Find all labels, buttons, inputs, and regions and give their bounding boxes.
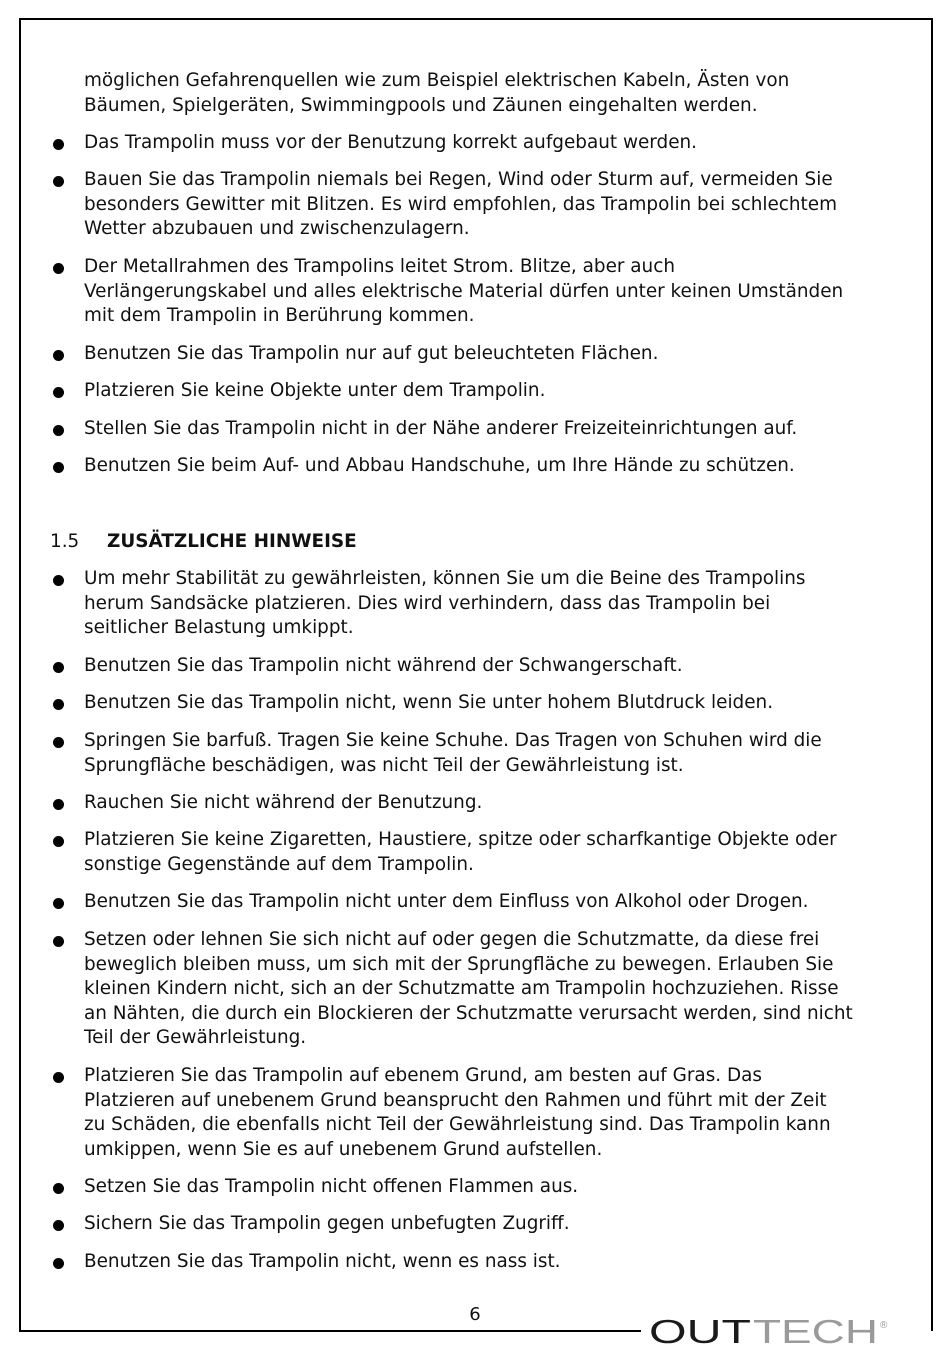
intro-paragraph <box>84 69 906 118</box>
list-item <box>84 791 906 816</box>
bullet-dot <box>53 898 64 909</box>
text-line: Teil der Gewährleistung. <box>84 1027 307 1049</box>
bullet-dot <box>53 387 64 398</box>
text-line: Benutzen Sie das Trampolin nicht, wenn es nass ist. <box>84 1251 561 1272</box>
registered-mark: ® <box>880 1320 888 1331</box>
text-line: Um mehr Stabilität zu gewährleisten, können Sie um die Beine des Trampolins <box>84 568 806 589</box>
text-line: Setzen oder lehnen Sie sich nicht auf oder gegen die Schutzmatte, da diese frei <box>84 929 820 950</box>
text-line: Stellen Sie das Trampolin nicht in der Nähe anderer Freizeiteinrichtungen auf. <box>84 418 798 439</box>
list-item <box>84 1250 906 1275</box>
bullet-dot <box>53 575 64 586</box>
text-line: Platzieren auf unebenem Grund beansprucht den Rahmen und führt mit der Zeit <box>84 1089 827 1111</box>
list-item <box>84 342 906 367</box>
list-item <box>84 729 906 778</box>
bullet-dot <box>53 662 64 673</box>
text-line: Der Metallrahmen des Trampolins leitet Strom. Blitze, aber auch <box>84 256 675 277</box>
list-item <box>84 255 906 329</box>
bullet-dot <box>53 737 64 748</box>
text-line: Das Trampolin muss vor der Benutzung korrekt aufgebaut werden. <box>84 132 698 153</box>
text-line: Platzieren Sie das Trampolin auf ebenem Grund, am besten auf Gras. Das <box>84 1065 762 1086</box>
text-line: seitlicher Belastung umkippt. <box>84 617 354 639</box>
bullet-dot <box>53 1072 64 1083</box>
text-line: Sichern Sie das Trampolin gegen unbefugten Zugriff. <box>84 1213 570 1234</box>
list-item <box>84 828 906 877</box>
list-item <box>84 379 906 404</box>
text-line: mit dem Trampolin in Berührung kommen. <box>84 305 475 327</box>
text-line: Bauen Sie das Trampolin niemals bei Regen, Wind oder Sturm auf, vermeiden Sie <box>84 169 833 190</box>
text-line: möglichen Gefahrenquellen wie zum Beispiel elektrischen Kabeln, Ästen von <box>84 70 790 91</box>
bullet-dot <box>53 936 64 947</box>
logo-tech-text: TECH <box>753 1314 878 1346</box>
bullet-dot <box>53 462 64 473</box>
bullet-dot <box>53 176 64 187</box>
bullet-dot <box>53 1183 64 1194</box>
bullet-dot <box>53 139 64 150</box>
list-item <box>84 1064 906 1162</box>
list-item <box>84 454 906 479</box>
bullet-dot <box>53 350 64 361</box>
text-line: Rauchen Sie nicht während der Benutzung. <box>84 792 483 813</box>
bullet-dot <box>53 1258 64 1269</box>
list-item <box>84 417 906 442</box>
text-line: beweglich bleiben muss, um sich mit der Sprungfläche zu bewegen. Erlauben Sie <box>84 953 834 975</box>
frame-bottom-rule <box>19 1330 641 1332</box>
text-line: Setzen Sie das Trampolin nicht offenen Flammen aus. <box>84 1176 579 1197</box>
list-item <box>84 928 906 1051</box>
text-line: zu Schäden, die ebenfalls nicht Teil der Gewährleistung sind. Das Trampolin kann <box>84 1114 831 1136</box>
bullet-dot <box>53 425 64 436</box>
page-number: 6 <box>469 1304 481 1325</box>
list-item <box>84 890 906 915</box>
text-line: Verlängerungskabel und alles elektrische Material dürfen unter keinen Umständen <box>84 280 844 302</box>
list-item <box>84 131 906 156</box>
text-line: kleinen Kindern nicht, sich an der Schutzmatte am Trampolin hochzuziehen. Risse <box>84 978 839 1000</box>
list-item <box>84 1175 906 1200</box>
text-line: Benutzen Sie das Trampolin nicht, wenn Sie unter hohem Blutdruck leiden. <box>84 692 774 713</box>
text-line: an Nähten, die durch ein Blockieren der Schutzmatte verursacht werden, sind nicht <box>84 1002 853 1024</box>
section-number: 1.5 <box>50 531 80 552</box>
text-line: Benutzen Sie das Trampolin nicht während der Schwangerschaft. <box>84 655 683 676</box>
text-line: Benutzen Sie das Trampolin nur auf gut beleuchteten Flächen. <box>84 343 659 364</box>
bullet-dot <box>53 263 64 274</box>
bullet-dot <box>53 836 64 847</box>
section-title: ZUSÄTZLICHE HINWEISE <box>107 531 357 552</box>
text-line: Platzieren Sie keine Zigaretten, Haustiere, spitze oder scharfkantige Objekte oder <box>84 829 837 850</box>
text-line: sonstige Gegenstände auf dem Trampolin. <box>84 853 474 875</box>
outtech-logo <box>649 1314 889 1346</box>
text-line: umkippen, wenn Sie es auf unebenem Grund aufstellen. <box>84 1138 603 1160</box>
bullet-dot <box>53 699 64 710</box>
list-item <box>84 567 906 641</box>
text-line: Sprungfläche beschädigen, was nicht Teil der Gewährleistung ist. <box>84 754 684 776</box>
text-line: besonders Gewitter mit Blitzen. Es wird empfohlen, das Trampolin bei schlechtem <box>84 193 837 215</box>
list-item <box>84 1212 906 1237</box>
logo-out-text: OUT <box>649 1314 751 1346</box>
text-line: Benutzen Sie das Trampolin nicht unter dem Einfluss von Alkohol oder Drogen. <box>84 891 809 912</box>
list-item <box>84 654 906 679</box>
list-item <box>84 168 906 242</box>
list-item <box>84 691 906 716</box>
bullet-dot <box>53 799 64 810</box>
text-line: Bäumen, Spielgeräten, Swimmingpools und Zäunen eingehalten werden. <box>84 94 758 116</box>
text-line: Benutzen Sie beim Auf- und Abbau Handschuhe, um Ihre Hände zu schützen. <box>84 455 795 476</box>
bullet-dot <box>53 1220 64 1231</box>
text-line: Platzieren Sie keine Objekte unter dem Trampolin. <box>84 380 546 401</box>
text-line: Springen Sie barfuß. Tragen Sie keine Schuhe. Das Tragen von Schuhen wird die <box>84 730 822 751</box>
text-line: herum Sandsäcke platzieren. Dies wird verhindern, dass das Trampolin bei <box>84 592 771 614</box>
text-line: Wetter abzubauen und zwischenzulagern. <box>84 218 470 240</box>
